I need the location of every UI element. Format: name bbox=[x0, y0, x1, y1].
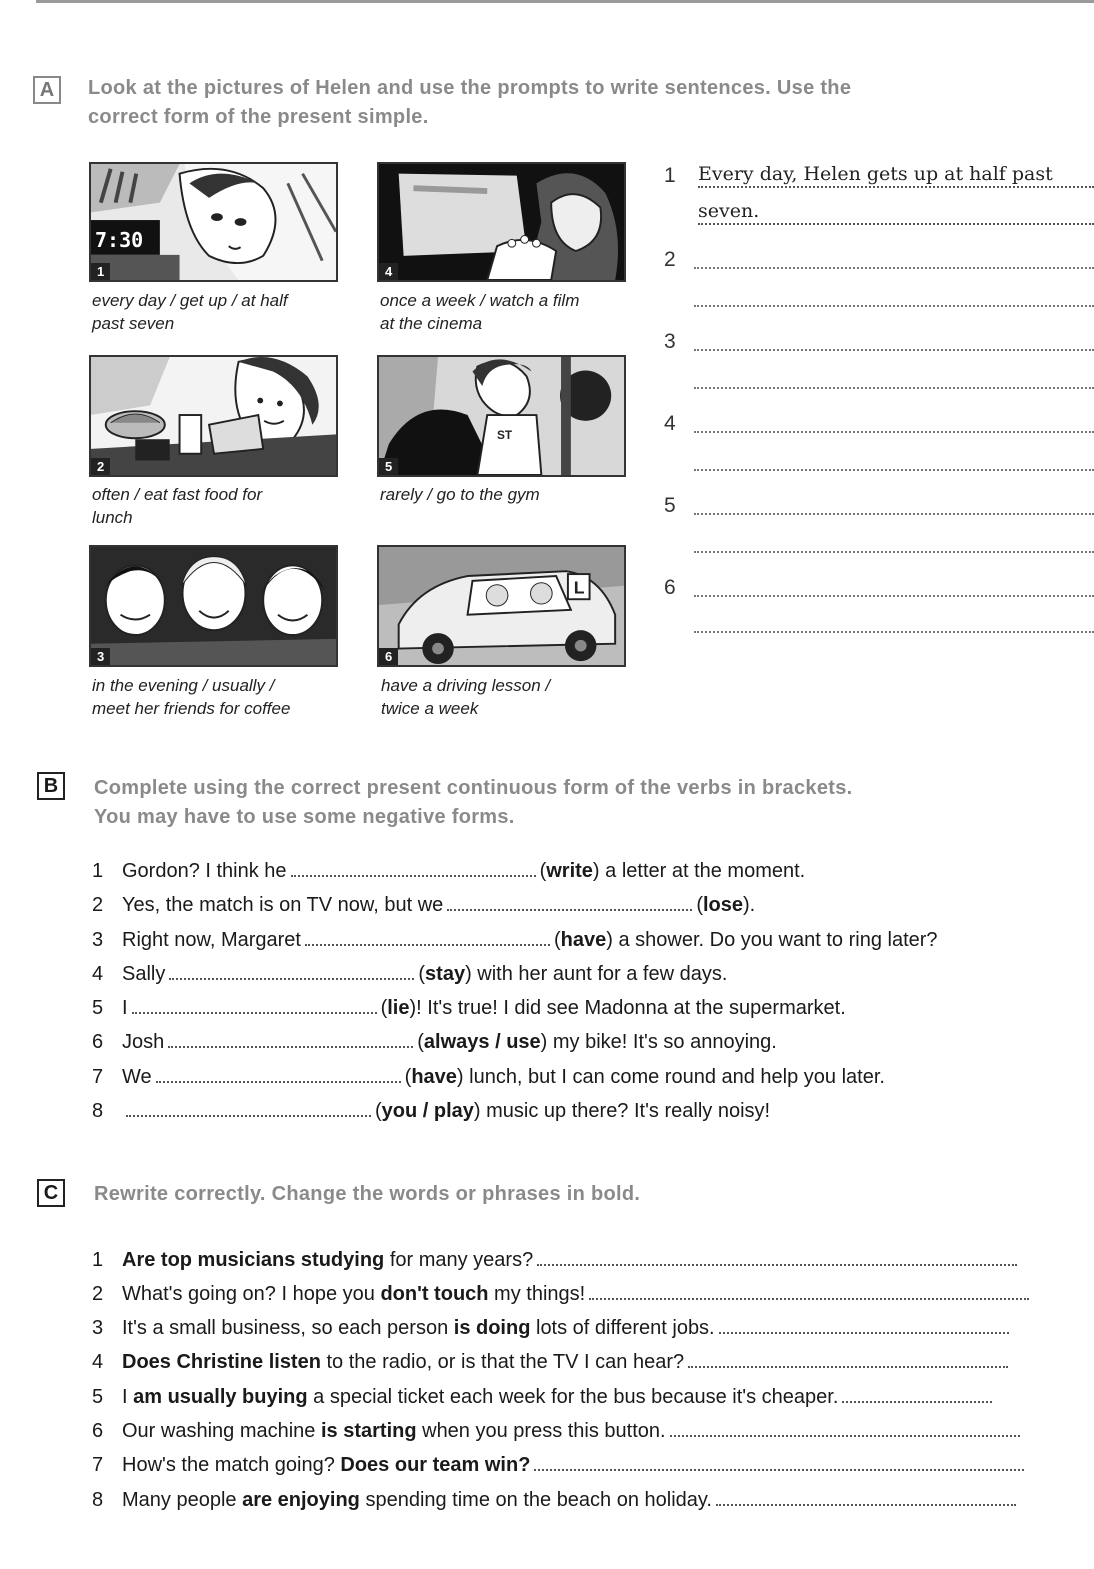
caption-5: rarely / go to the gym bbox=[380, 485, 540, 504]
clock-display: 7:30 bbox=[95, 228, 144, 252]
answer-1-line-2: seven. bbox=[698, 200, 1094, 225]
section-a-label: A bbox=[33, 76, 61, 104]
exercise-b-item-7: 7 We (have) lunch, but I can come round and help you later. bbox=[92, 1066, 885, 1088]
picture-number: 2 bbox=[91, 458, 110, 475]
picture-5-gym bbox=[377, 355, 626, 477]
answer-3-line-2[interactable] bbox=[694, 387, 1094, 389]
exercise-c-item-5: 5 I am usually buying a special ticket each week for the bus because it's cheaper. bbox=[92, 1384, 996, 1410]
exercise-c-item-7: 7 How's the match going? Does our team win? bbox=[92, 1452, 1028, 1478]
exercise-c-item-8: 8 Many people are enjoying spending time on the beach on holiday. bbox=[92, 1487, 1020, 1513]
picture-4-cinema bbox=[377, 162, 626, 282]
picture-number: 3 bbox=[91, 648, 110, 665]
answer-number: 3 bbox=[664, 330, 676, 353]
answer-2-line-1[interactable] bbox=[694, 267, 1094, 269]
top-rule bbox=[36, 0, 1094, 3]
exercise-b-item-8: 8 (you / play) music up there? It's really noisy! bbox=[92, 1100, 771, 1122]
answer-number: 6 bbox=[664, 576, 676, 599]
picture-number: 4 bbox=[379, 263, 398, 280]
exercise-b-item-3: 3 Right now, Margaret (have) a shower. Do you want to ring later? bbox=[92, 929, 938, 951]
answer-blank[interactable] bbox=[670, 1421, 1020, 1437]
answer-blank[interactable] bbox=[168, 1032, 413, 1048]
exercise-c-item-4: 4 Does Christine listen to the radio, or is that the TV I can hear? bbox=[92, 1349, 1012, 1375]
answer-blank[interactable] bbox=[534, 1455, 1024, 1471]
answer-blank[interactable] bbox=[537, 1250, 1017, 1266]
picture-1-waking-up bbox=[89, 162, 338, 282]
answer-4-line-2[interactable] bbox=[694, 469, 1094, 471]
section-b-instructions: Complete using the correct present continuous form of the verbs in brackets. You may have to use some negative forms. bbox=[94, 777, 853, 828]
picture-6-driving-lesson bbox=[377, 545, 626, 667]
answer-3-line-1[interactable] bbox=[694, 349, 1094, 351]
exercise-b-item-1: 1 Gordon? I think he (write) a letter at the moment. bbox=[92, 860, 806, 882]
svg-text:ST: ST bbox=[497, 429, 513, 443]
exercise-c-item-6: 6 Our washing machine is starting when you press this button. bbox=[92, 1418, 1024, 1444]
answer-number: 1 bbox=[664, 164, 676, 187]
answer-blank[interactable] bbox=[126, 1101, 371, 1117]
picture-number: 5 bbox=[379, 458, 398, 475]
exercise-b-item-5: 5 I (lie)! It's true! I did see Madonna at the supermarket. bbox=[92, 997, 846, 1019]
answer-number: 2 bbox=[664, 248, 676, 271]
answer-1-line-1: Every day, Helen gets up at half past bbox=[698, 163, 1094, 188]
answer-blank[interactable] bbox=[719, 1318, 1009, 1334]
answer-blank[interactable] bbox=[716, 1490, 1016, 1506]
answer-number: 4 bbox=[664, 412, 676, 435]
section-b-label: B bbox=[37, 772, 65, 800]
answer-blank[interactable] bbox=[589, 1284, 1029, 1300]
section-a-instructions: Look at the pictures of Helen and use the prompts to write sentences. Use the correct form of the present simple. bbox=[88, 77, 852, 128]
exercise-b-item-4: 4 Sally (stay) with her aunt for a few days. bbox=[92, 963, 728, 985]
answer-blank[interactable] bbox=[842, 1387, 992, 1403]
answer-blank[interactable] bbox=[291, 861, 536, 877]
picture-number: 6 bbox=[379, 648, 398, 665]
answer-2-line-2[interactable] bbox=[694, 305, 1094, 307]
exercise-c-item-1: 1 Are top musicians studying for many years? bbox=[92, 1247, 1021, 1273]
caption-2: often / eat fast food for lunch bbox=[92, 485, 263, 527]
answer-blank[interactable] bbox=[169, 964, 414, 980]
answer-6-line-1[interactable] bbox=[694, 595, 1094, 597]
caption-3: in the evening / usually / meet her friends for coffee bbox=[92, 676, 291, 718]
answer-blank[interactable] bbox=[156, 1067, 401, 1083]
picture-2-fast-food bbox=[89, 355, 338, 477]
exercise-c-item-3: 3 It's a small business, so each person is doing lots of different jobs. bbox=[92, 1315, 1013, 1341]
answer-5-line-1[interactable] bbox=[694, 513, 1094, 515]
answer-blank[interactable] bbox=[132, 998, 377, 1014]
svg-text:L: L bbox=[573, 577, 585, 598]
exercise-b-item-2: 2 Yes, the match is on TV now, but we (lose). bbox=[92, 894, 756, 916]
answer-number: 5 bbox=[664, 494, 676, 517]
exercise-c-item-2: 2 What's going on? I hope you don't touch my things! bbox=[92, 1281, 1033, 1307]
answer-5-line-2[interactable] bbox=[694, 551, 1094, 553]
answer-blank[interactable] bbox=[305, 930, 550, 946]
picture-3-friends-coffee bbox=[89, 545, 338, 667]
section-c-label: C bbox=[37, 1179, 65, 1207]
answer-6-line-2[interactable] bbox=[694, 631, 1094, 633]
answer-4-line-1[interactable] bbox=[694, 431, 1094, 433]
picture-number: 1 bbox=[91, 263, 110, 280]
caption-4: once a week / watch a film at the cinema bbox=[380, 291, 580, 333]
exercise-b-item-6: 6 Josh (always / use) my bike! It's so annoying. bbox=[92, 1031, 777, 1053]
caption-6: have a driving lesson / twice a week bbox=[381, 676, 551, 718]
answer-blank[interactable] bbox=[447, 895, 692, 911]
section-c-instructions: Rewrite correctly. Change the words or phrases in bold. bbox=[94, 1183, 641, 1205]
caption-1: every day / get up / at half past seven bbox=[92, 291, 288, 333]
answer-blank[interactable] bbox=[688, 1352, 1008, 1368]
